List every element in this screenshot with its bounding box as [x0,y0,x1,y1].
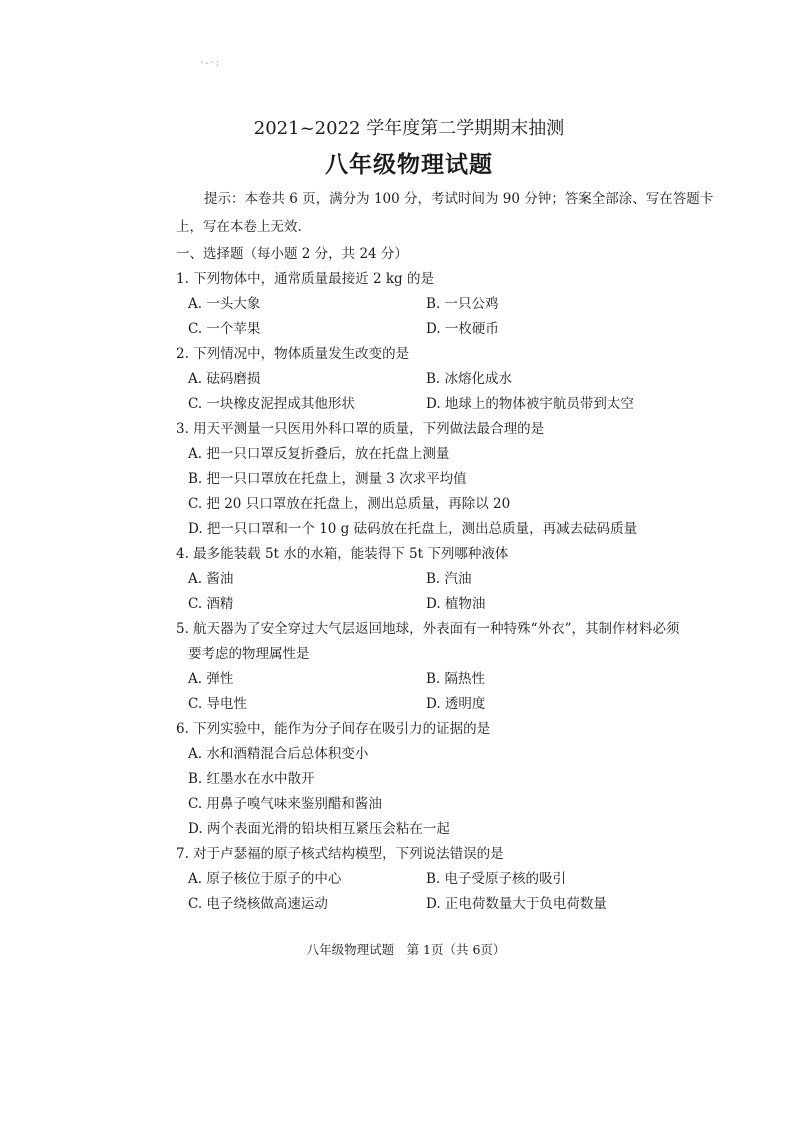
question-5-options-row-2 [176,692,724,717]
question-5-option-a: A. 弹性 [188,671,234,687]
question-7-options-row-1 [176,867,724,892]
question-1-stem: 1. 下列物体中，通常质量最接近 2 kg 的是 [176,271,434,287]
question-4-option-c: C. 酒精 [188,596,234,612]
question-7-option-c: C. 电子绕核做高速运动 [188,896,328,912]
question-2-stem: 2. 下列情况中，物体质量发生改变的是 [176,346,410,362]
question-5-stem: 5. 航天器为了安全穿过大气层返回地球，外表面有一种特殊“外衣”，其制作材料必须 [176,621,680,637]
question-1-option-b: B. 一只公鸡 [426,296,499,312]
page-footer: 八年级物理试题 第 1页（共 6页） [306,942,506,957]
question-4-option-b: B. 汽油 [426,571,472,587]
question-1-options-row-2 [176,317,724,342]
question-4-stem: 4. 最多能装载 5t 水的水箱，能装得下 5t 下列哪种液体 [176,546,509,562]
question-2-option-c: C. 一块橡皮泥捏成其他形状 [188,396,355,412]
exam-subject-title: 八年级物理试题 [325,151,493,178]
question-7-option-d: D. 正电荷数量大于负电荷数量 [426,896,607,912]
question-1-option-a: A. 一头大象 [188,296,261,312]
question-3-option-a: A. 把一只口罩反复折叠后，放在托盘上测量 [188,446,450,462]
question-6-option-c: C. 用鼻子嗅气味来鉴别醋和酱油 [188,796,382,812]
question-5-options-row-1 [176,667,724,692]
question-7-option-a: A. 原子核位于原子的中心 [188,871,342,887]
question-3-option-c: C. 把 20 只口罩放在托盘上，测出总质量，再除以 20 [188,496,511,512]
question-5-stem-continued: 要考虑的物理属性是 [188,646,310,662]
question-1-options-row-1 [176,292,724,317]
question-2-options-row-1 [176,367,724,392]
scan-speck: ·-·: [200,58,222,69]
notice-line-1: 提示：本卷共 6 页，满分为 100 分，考试时间为 90 分钟；答案全部涂、写在答题卡 [204,191,714,207]
question-1-option-c: C. 一个苹果 [188,321,261,337]
question-5-option-d: D. 透明度 [426,696,486,712]
question-2-option-b: B. 冰熔化成水 [426,371,513,387]
question-5-option-c: C. 导电性 [188,696,247,712]
question-6-option-d: D. 两个表面光滑的铅块相互紧压会粘在一起 [188,821,450,837]
question-2-options-row-2 [176,392,724,417]
question-1-option-d: D. 一枚硬币 [426,321,499,337]
question-4-options-row-1 [176,567,724,592]
notice-line-2: 上，写在本卷上无效. [176,219,302,235]
question-7-option-b: B. 电子受原子核的吸引 [426,871,567,887]
question-2-option-a: A. 砝码磨损 [188,371,261,387]
question-3-option-d: D. 把一只口罩和一个 10 g 砝码放在托盘上，测出总质量，再减去砝码质量 [188,521,638,537]
question-5-option-b: B. 隔热性 [426,671,486,687]
question-3-option-b: B. 把一只口罩放在托盘上，测量 3 次求平均值 [188,471,467,487]
question-3-stem: 3. 用天平测量一只医用外科口罩的质量，下列做法最合理的是 [176,421,545,437]
exam-term-title: 2021~2022 学年度第二学期期末抽测 [253,118,565,139]
question-6-option-b: B. 红墨水在水中散开 [188,771,315,787]
exam-body [176,187,724,917]
question-4-options-row-2 [176,592,724,617]
question-6-option-a: A. 水和酒精混合后总体积变小 [188,746,369,762]
question-7-stem: 7. 对于卢瑟福的原子核式结构模型，下列说法错误的是 [176,846,504,862]
question-2-option-d: D. 地球上的物体被宇航员带到太空 [426,396,634,412]
question-4-option-d: D. 植物油 [426,596,486,612]
question-6-stem: 6. 下列实验中，能作为分子间存在吸引力的证据的是 [176,721,491,737]
section-heading: 一、选择题（每小题 2 分，共 24 分） [176,246,408,262]
question-4-option-a: A. 酱油 [188,571,234,587]
question-7-options-row-2 [176,892,724,917]
